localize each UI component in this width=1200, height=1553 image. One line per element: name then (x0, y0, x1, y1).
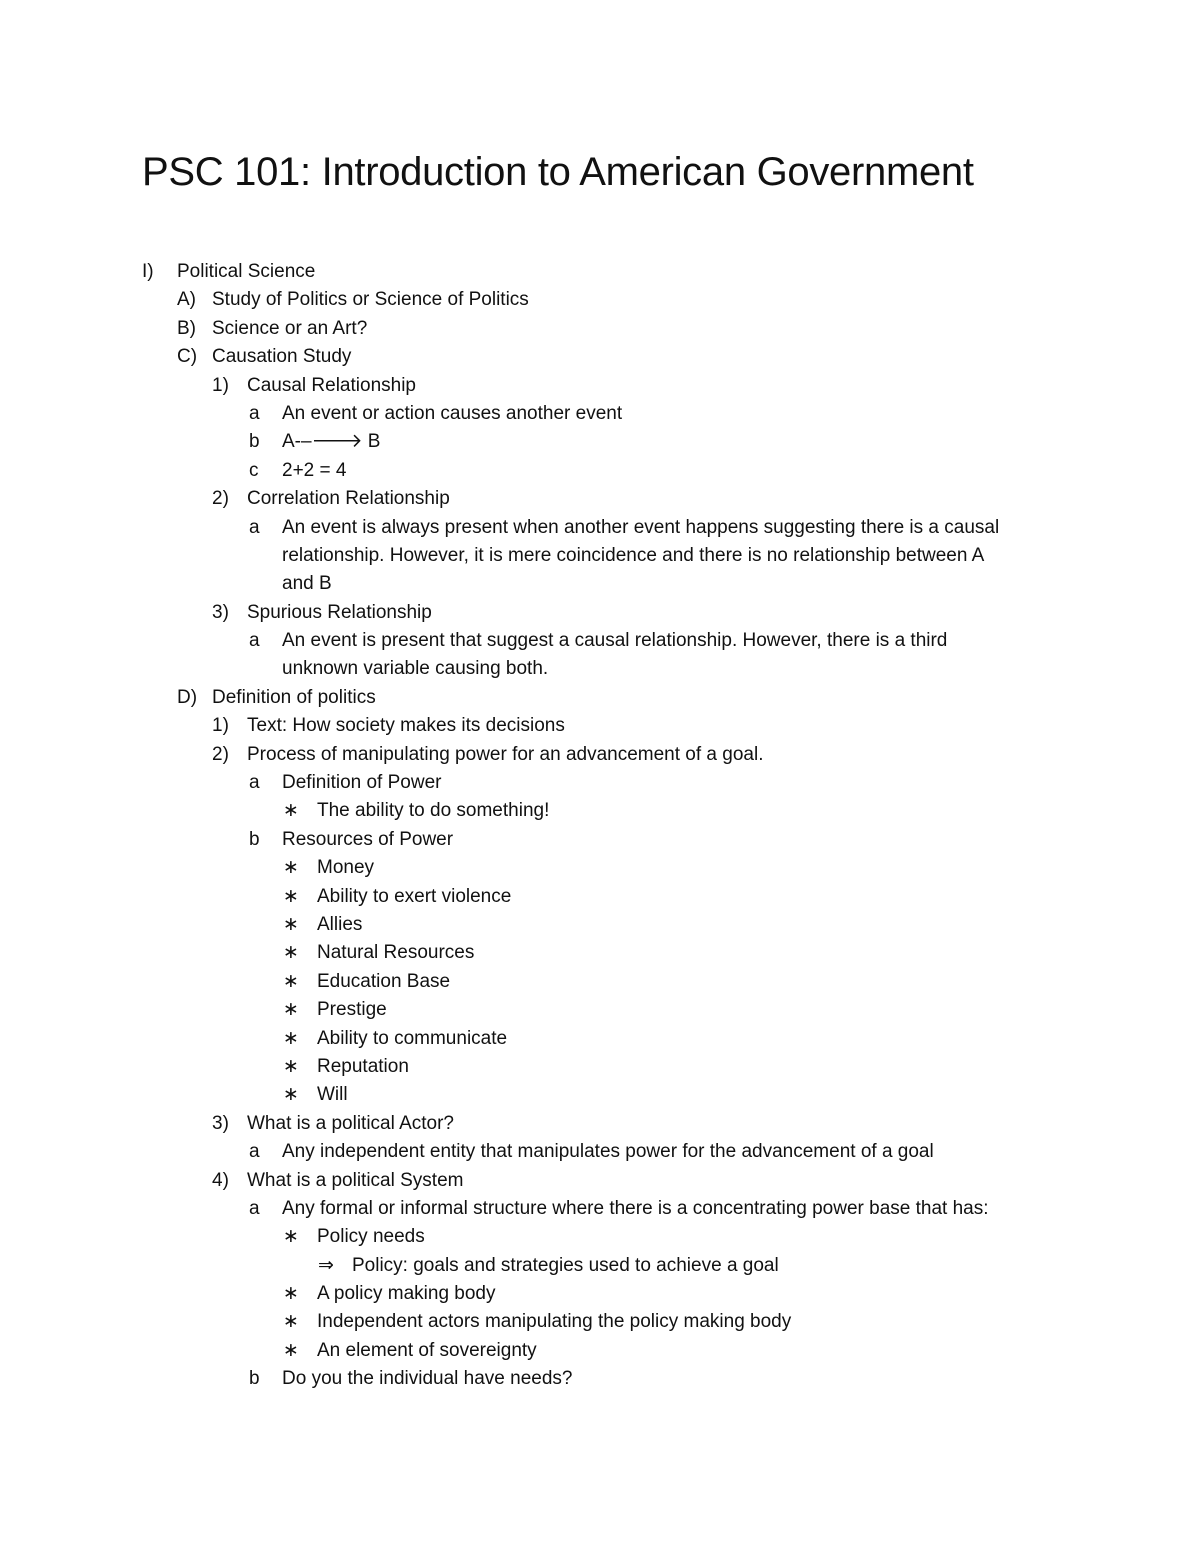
outline-text-continuation: unknown variable causing both. (282, 658, 549, 680)
outline-text: Causation Study (212, 346, 352, 368)
outline-text: An element of sovereignty (317, 1339, 537, 1361)
outline-item (0, 570, 1200, 598)
outline-text: Policy needs (317, 1226, 425, 1248)
outline-item (0, 684, 1200, 712)
outline-item (0, 769, 1200, 797)
outline-marker: 1) (212, 374, 229, 396)
outline-marker: 4) (212, 1169, 229, 1191)
outline-text: Reputation (317, 1055, 409, 1077)
outline-marker: a (249, 772, 260, 794)
outline-text: Any independent entity that manipulates power for the advancement of a goal (282, 1141, 934, 1163)
outline-item (0, 911, 1200, 939)
outline-item (0, 542, 1200, 570)
outline-text: Process of manipulating power for an advancement of a goal. (247, 743, 764, 765)
page-title: PSC 101: Introduction to American Government (142, 150, 974, 194)
outline-text-continuation: relationship. However, it is mere coincidence and there is no relationship between A (282, 544, 985, 566)
outline-text: Study of Politics or Science of Politics (212, 289, 529, 311)
outline-text: An event is always present when another event happens suggesting there is a causal (282, 516, 1000, 538)
outline-marker: D) (177, 686, 198, 708)
outline-item (0, 826, 1200, 854)
outline-item (0, 741, 1200, 769)
outline-text: Ability to exert violence (317, 885, 512, 907)
outline-item (0, 1025, 1200, 1053)
outline-text-continuation: and B (282, 573, 332, 595)
outline-marker: a (249, 516, 260, 538)
outline-text: Correlation Relationship (247, 488, 450, 510)
outline-item (0, 343, 1200, 371)
outline-marker: ∗ (283, 1339, 299, 1361)
outline-item (0, 854, 1200, 882)
outline-marker: 1) (212, 715, 229, 737)
outline-marker: ∗ (283, 1311, 299, 1333)
outline-item (0, 797, 1200, 825)
outline-text: Prestige (317, 999, 387, 1021)
outline-text: Resources of Power (282, 828, 454, 850)
outline-text: The ability to do something! (317, 800, 550, 822)
outline-item (0, 1365, 1200, 1393)
outline-item (0, 400, 1200, 428)
outline-text: An event is present that suggest a causal relationship. However, there is a third (282, 630, 948, 652)
outline-marker: I) (142, 261, 154, 282)
outline-marker: ∗ (283, 857, 299, 879)
outline-marker: ∗ (283, 885, 299, 907)
outline-marker: 2) (212, 743, 229, 765)
outline-item (0, 315, 1200, 343)
outline-item (0, 258, 1200, 286)
outline-text: Text: How society makes its decisions (247, 715, 565, 737)
outline-marker: ∗ (283, 800, 299, 822)
outline-text: Political Science (177, 261, 316, 282)
outline-marker: ∗ (283, 913, 299, 935)
outline-item (0, 1081, 1200, 1109)
outline-item (0, 514, 1200, 542)
outline-item (0, 485, 1200, 513)
outline-item (0, 286, 1200, 314)
outline-item (0, 599, 1200, 627)
outline-text: An event or action causes another event (282, 402, 623, 424)
outline-marker: a (249, 630, 260, 652)
outline-text: Do you the individual have needs? (282, 1368, 573, 1390)
outline-marker: ∗ (283, 1084, 299, 1106)
outline-text: Definition of Power (282, 772, 442, 794)
outline-item (0, 627, 1200, 655)
outline-text: Education Base (317, 970, 451, 992)
outline-text: Causal Relationship (247, 374, 416, 396)
outline-item (0, 1280, 1200, 1308)
outline-text: Independent actors manipulating the policy making body (317, 1311, 792, 1333)
outline-item (0, 968, 1200, 996)
outline-text: Spurious Relationship (247, 601, 432, 623)
outline-text: Science or an Art? (212, 317, 368, 339)
outline-marker: ∗ (283, 970, 299, 992)
outline-marker: b (249, 431, 260, 453)
outline-marker: ∗ (283, 1027, 299, 1049)
outline-marker: c (249, 459, 259, 481)
outline-item (0, 939, 1200, 967)
outline-item (0, 1252, 1200, 1280)
outline-text: A-–🡒 B (282, 431, 381, 453)
outline-text: A policy making body (317, 1283, 496, 1305)
outline-item (0, 1167, 1200, 1195)
outline-marker: B) (177, 317, 196, 339)
outline-marker: ∗ (283, 1226, 299, 1248)
outline-marker: A) (177, 289, 196, 311)
outline-item (0, 996, 1200, 1024)
outline-marker: 2) (212, 488, 229, 510)
outline-item (0, 1138, 1200, 1166)
outline-item (0, 428, 1200, 456)
outline-item (0, 1337, 1200, 1365)
outline-item (0, 883, 1200, 911)
outline-item (0, 1053, 1200, 1081)
outline-item (0, 712, 1200, 740)
outline-text: Money (317, 857, 375, 879)
outline-marker: a (249, 402, 260, 424)
outline-marker: b (249, 1368, 260, 1390)
outline-text: What is a political System (247, 1169, 464, 1191)
outline-marker: 3) (212, 601, 229, 623)
outline-list (0, 258, 1200, 1394)
outline-text: Ability to communicate (317, 1027, 508, 1049)
outline-item (0, 655, 1200, 683)
outline-marker: b (249, 828, 260, 850)
outline-marker: ∗ (283, 1055, 299, 1077)
outline-marker: a (249, 1197, 260, 1219)
outline-marker: C) (177, 346, 198, 368)
outline-marker: ∗ (283, 999, 299, 1021)
outline-item (0, 1195, 1200, 1223)
outline-marker: 3) (212, 1112, 229, 1134)
outline-item (0, 457, 1200, 485)
outline-text: Definition of politics (212, 686, 376, 708)
outline-marker: ⇒ (318, 1254, 334, 1276)
outline-text: Policy: goals and strategies used to achieve a goal (352, 1254, 779, 1276)
outline-text: Any formal or informal structure where there is a concentrating power base that has: (282, 1197, 989, 1219)
outline-text: Natural Resources (317, 942, 475, 964)
outline-item (0, 372, 1200, 400)
outline-item (0, 1308, 1200, 1336)
outline-text: What is a political Actor? (247, 1112, 454, 1134)
outline-item (0, 1223, 1200, 1251)
outline-text: Allies (317, 913, 363, 935)
outline-text: 2+2 = 4 (282, 459, 347, 481)
outline-marker: a (249, 1141, 260, 1163)
outline-marker: ∗ (283, 1283, 299, 1305)
outline-marker: ∗ (283, 942, 299, 964)
outline-item (0, 1110, 1200, 1138)
outline-text: Will (317, 1084, 348, 1106)
